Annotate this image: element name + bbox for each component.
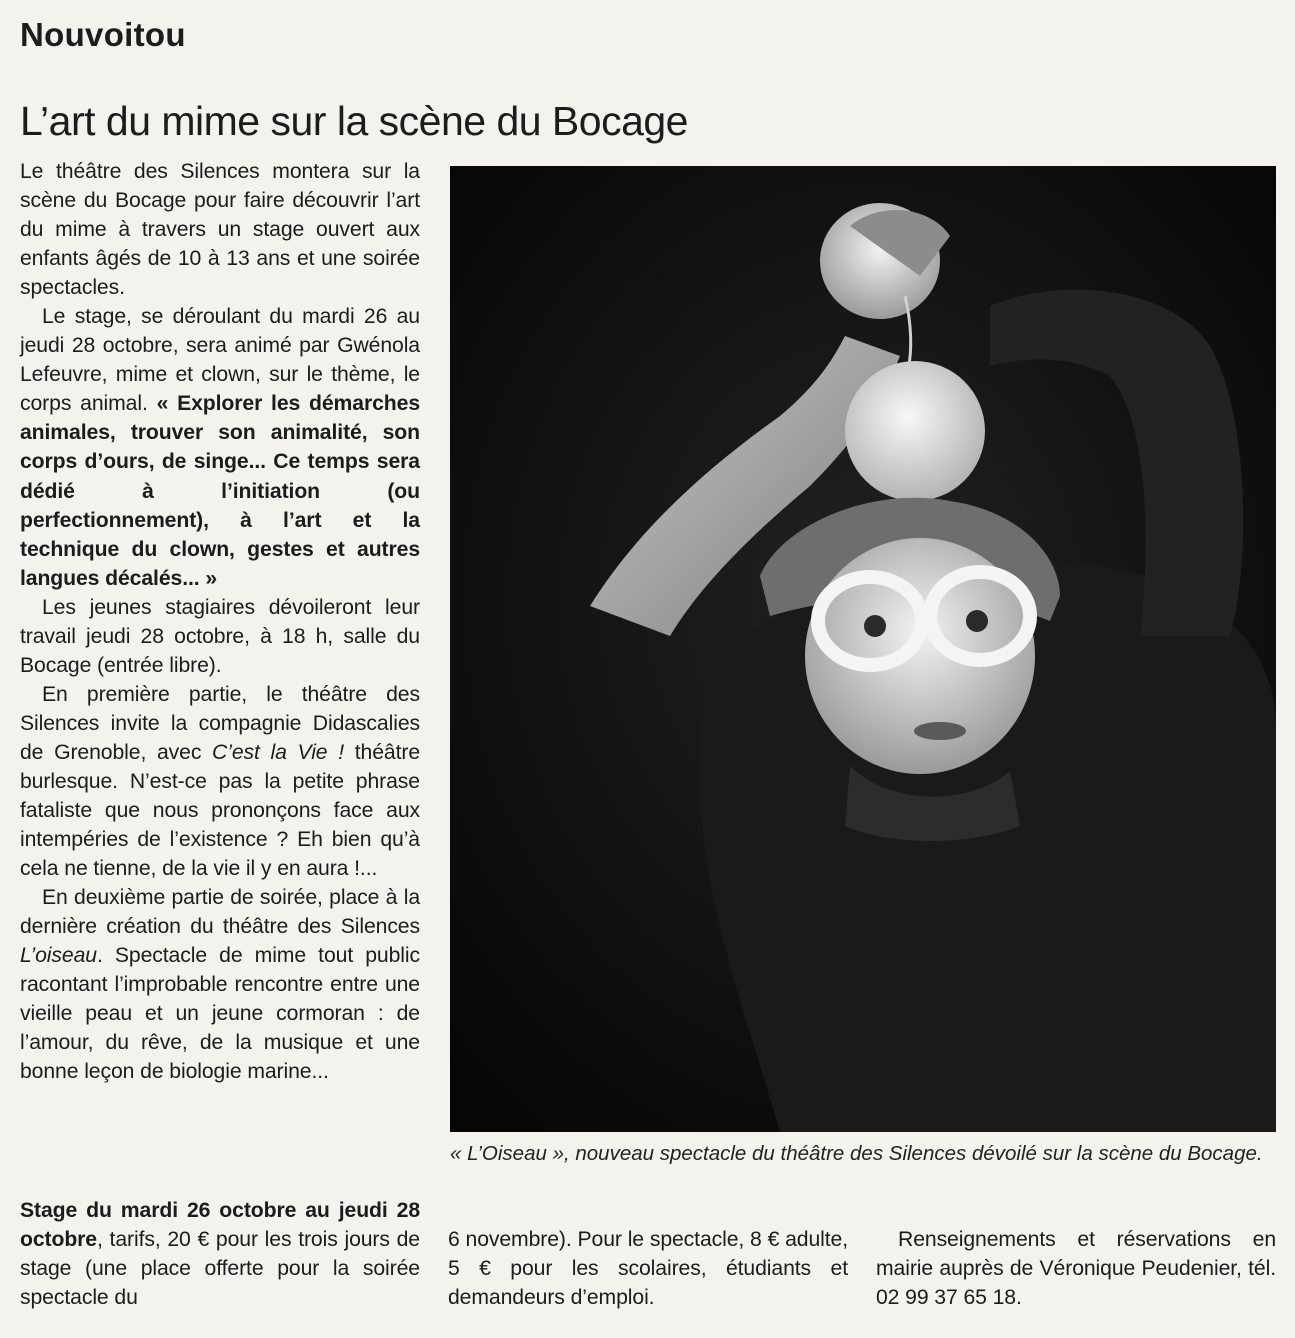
article-headline: L’art du mime sur la scène du Bocage — [20, 98, 688, 144]
practical-info-start: Stage du mardi 26 octobre au jeudi 28 octobre, tarifs, 20 € pour les trois jours de stage (une place offerte pour la soirée spectacle du — [20, 1199, 420, 1310]
article-photo-mime-performer — [450, 166, 1276, 1132]
paragraph-3: Les jeunes stagiaires dévoileront leur travail jeudi 28 octobre, à 18 h, salle du Bocage (entrée libre). — [20, 595, 420, 677]
paragraph-1: Le théâtre des Silences montera sur la scène du Bocage pour faire découvrir l’art du mime à travers un stage ouvert aux enfants âgés de 10 à 13 ans et une soirée spectacles. — [20, 160, 420, 300]
article-body-column-1 — [20, 157, 420, 1087]
practical-info-column-1 — [20, 1196, 420, 1312]
practical-info-prices: 6 novembre). Pour le spectacle, 8 € adulte, 5 € pour les scolaires, étudiants et demandeurs d’emploi. — [448, 1228, 848, 1310]
photo-caption: « L’Oiseau », nouveau spectacle du théâtre des Silences dévoilé sur la scène du Bocage. — [450, 1142, 1263, 1165]
show-title-loiseau: L’oiseau — [20, 944, 97, 968]
stage-dates: Stage du mardi 26 octobre au jeudi 28 octobre — [20, 1199, 420, 1252]
section-label: Nouvoitou — [20, 16, 186, 53]
stage-quote: « Explorer les démarches animales, trouver son animalité, son corps d’ours, de singe... Ce temps sera dédié à l’initiation (ou perfectionnement), à l’art et la technique du clown, gestes et autres langues décalés... » — [20, 392, 421, 590]
practical-info-contact: Renseignements et réservations en mairie auprès de Véronique Peudenier, tél. 02 99 37 65 18. — [876, 1228, 1276, 1310]
paragraph-5: En deuxième partie de soirée, place à la dernière création du théâtre des Silences L’oiseau. Spectacle de mime tout public racontant l’improbable rencontre entre une vieille peau et un jeune cormoran : de l’amour, du rêve, de la musique et une bonne leçon de biologie marine... — [20, 886, 420, 1084]
show-title-cest-la-vie: C’est la Vie ! — [212, 740, 345, 764]
mime-performer-illustration — [450, 166, 1276, 1132]
paragraph-4: En première partie, le théâtre des Silences invite la compagnie Didascalies de Grenoble, avec C’est la Vie ! théâtre burlesque. N’est-ce pas la petite phrase fataliste que nous prononçons face aux intempéries de l’existence ? Eh bien qu’à cela ne tienne, de la vie il y en aura !... — [20, 682, 421, 881]
practical-info-column-3 — [876, 1225, 1276, 1312]
paragraph-2: Le stage, se déroulant du mardi 26 au jeudi 28 octobre, sera animé par Gwénola Lefeuvre, mime et clown, sur le thème, le corps animal. « Explorer les démarches animales, trouver son animalité, son corps d’ours, de singe... Ce temps sera dédié à l’initiation (ou perfectionnement), à l’art et la technique du clown, gestes et autres langues décalés... » — [20, 305, 421, 590]
practical-info-column-2 — [448, 1225, 848, 1312]
